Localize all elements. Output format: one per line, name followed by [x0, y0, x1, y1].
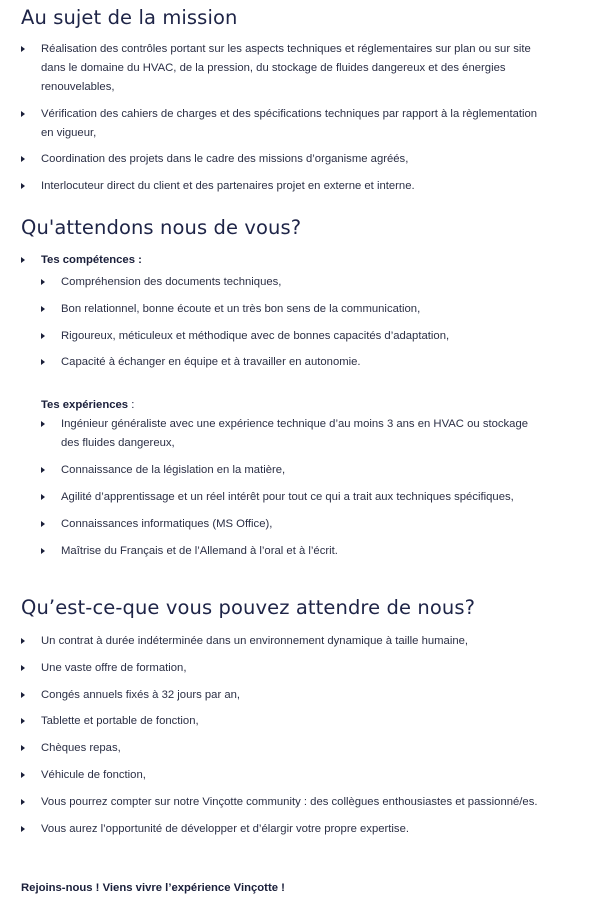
bullet-icon: [21, 718, 25, 724]
bullet-icon: [41, 494, 45, 500]
list-item-text: Réalisation des contrôles portant sur les aspects techniques et réglementaires sur plan ou sur site dans le domaine du HVAC, de la pression, du stockage de fluides dangereux et des énergies renouvelables,: [41, 43, 531, 93]
bullet-icon: [21, 46, 25, 52]
list-item: [41, 353, 541, 372]
list-item: [41, 515, 541, 534]
list-item: [21, 150, 541, 169]
mission-heading: Au sujet de la mission: [21, 6, 238, 29]
list-item-text: Ingénieur généraliste avec une expérience technique d’au moins 3 ans en HVAC ou stockage des fluides dangereux,: [61, 418, 529, 450]
list-item-text: Une vaste offre de formation,: [41, 661, 187, 674]
closing-call-to-action: Rejoins-nous ! Viens vivre l’expérience Vinçotte !: [21, 882, 285, 894]
experiences-list: [41, 415, 541, 560]
list-item: [21, 766, 538, 785]
list-item-text: Connaissance de la législation en la matière,: [61, 464, 286, 477]
list-item: [21, 177, 541, 196]
bullet-icon: [41, 279, 45, 285]
bullet-icon: [21, 745, 25, 751]
mission-section: [21, 6, 541, 203]
list-item-text: Vous aurez l’opportunité de développer et d’élargir votre propre expertise.: [41, 822, 409, 835]
list-item: [21, 686, 538, 705]
competences-list: [41, 273, 541, 372]
bullet-icon: [21, 156, 25, 162]
list-item-text: Un contrat à durée indéterminée dans un environnement dynamique à taille humaine,: [41, 635, 469, 647]
list-item-text: Bon relationnel, bonne écoute et un très bon sens de la communication,: [61, 302, 421, 315]
list-item: [21, 820, 538, 839]
list-item-text: Compréhension des documents techniques,: [61, 276, 282, 288]
bullet-icon: [41, 333, 45, 339]
bullet-icon: [41, 421, 45, 427]
bullet-icon: [41, 521, 45, 527]
bullet-icon: [41, 548, 45, 554]
list-item: [21, 793, 538, 812]
experiences-group: [21, 396, 541, 560]
bullet-icon: [21, 183, 25, 189]
competences-group: [21, 251, 541, 372]
bullet-icon: [21, 111, 25, 117]
bullet-icon: [41, 306, 45, 312]
mission-list: [21, 40, 541, 196]
bullet-icon: [41, 467, 45, 473]
list-item-text: Connaissances informatiques (MS Office),: [61, 517, 273, 530]
list-item-text: Agilité d’apprentissage et un réel intérêt pour tout ce qui a trait aux techniques spécifiques,: [61, 490, 514, 503]
list-item-text: Coordination des projets dans le cadre des missions d’organisme agréés,: [41, 153, 409, 165]
experiences-label-suffix: :: [128, 399, 135, 412]
offer-heading: Qu’est-ce-que vous pouvez attendre de nous?: [21, 596, 476, 619]
list-item: [41, 300, 541, 319]
list-item-text: Tablette et portable de fonction,: [41, 715, 199, 728]
bullet-icon: [41, 359, 45, 365]
list-item: [21, 105, 541, 143]
list-item: [41, 273, 541, 292]
offer-section: [21, 596, 538, 846]
expectations-list: [21, 251, 541, 372]
bullet-icon: [21, 826, 25, 832]
list-item: [41, 327, 541, 346]
list-item: [21, 40, 541, 97]
list-item: [41, 415, 541, 453]
list-item-text: Maîtrise du Français et de l’Allemand à l’oral et à l’écrit.: [61, 544, 338, 557]
competences-label: Tes compétences :: [41, 254, 142, 266]
list-item-text: Véhicule de fonction,: [41, 768, 146, 781]
bullet-icon: [21, 799, 25, 805]
list-item: [21, 632, 538, 651]
list-item-text: Congés annuels fixés à 32 jours par an,: [41, 688, 241, 701]
list-item: [41, 488, 541, 507]
list-item-text: Vérification des cahiers de charges et des spécifications techniques par rapport à la règlementation en vigueur,: [41, 107, 538, 139]
list-item: [41, 461, 541, 480]
bullet-icon: [21, 665, 25, 671]
experiences-label: Tes expériences: [41, 399, 129, 412]
expectations-section: [21, 216, 541, 568]
bullet-icon: [21, 638, 25, 644]
list-item: [21, 659, 538, 678]
offer-list: [21, 632, 538, 839]
bullet-icon: [21, 257, 25, 263]
expectations-heading: Qu'attendons nous de vous?: [21, 216, 302, 239]
list-item-text: Capacité à échanger en équipe et à travailler en autonomie.: [61, 356, 361, 369]
list-item-text: Vous pourrez compter sur notre Vinçotte community : des collègues enthousiastes et passionné/es.: [41, 795, 538, 808]
list-item: [41, 542, 541, 561]
list-item-text: Chèques repas,: [41, 742, 121, 755]
list-item-text: Rigoureux, méticuleux et méthodique avec de bonnes capacités d’adaptation,: [61, 329, 450, 342]
bullet-icon: [21, 692, 25, 698]
list-item: [21, 739, 538, 758]
bullet-icon: [21, 772, 25, 778]
list-item-text: Interlocuteur direct du client et des partenaires projet en externe et interne.: [41, 179, 415, 192]
list-item: [21, 712, 538, 731]
